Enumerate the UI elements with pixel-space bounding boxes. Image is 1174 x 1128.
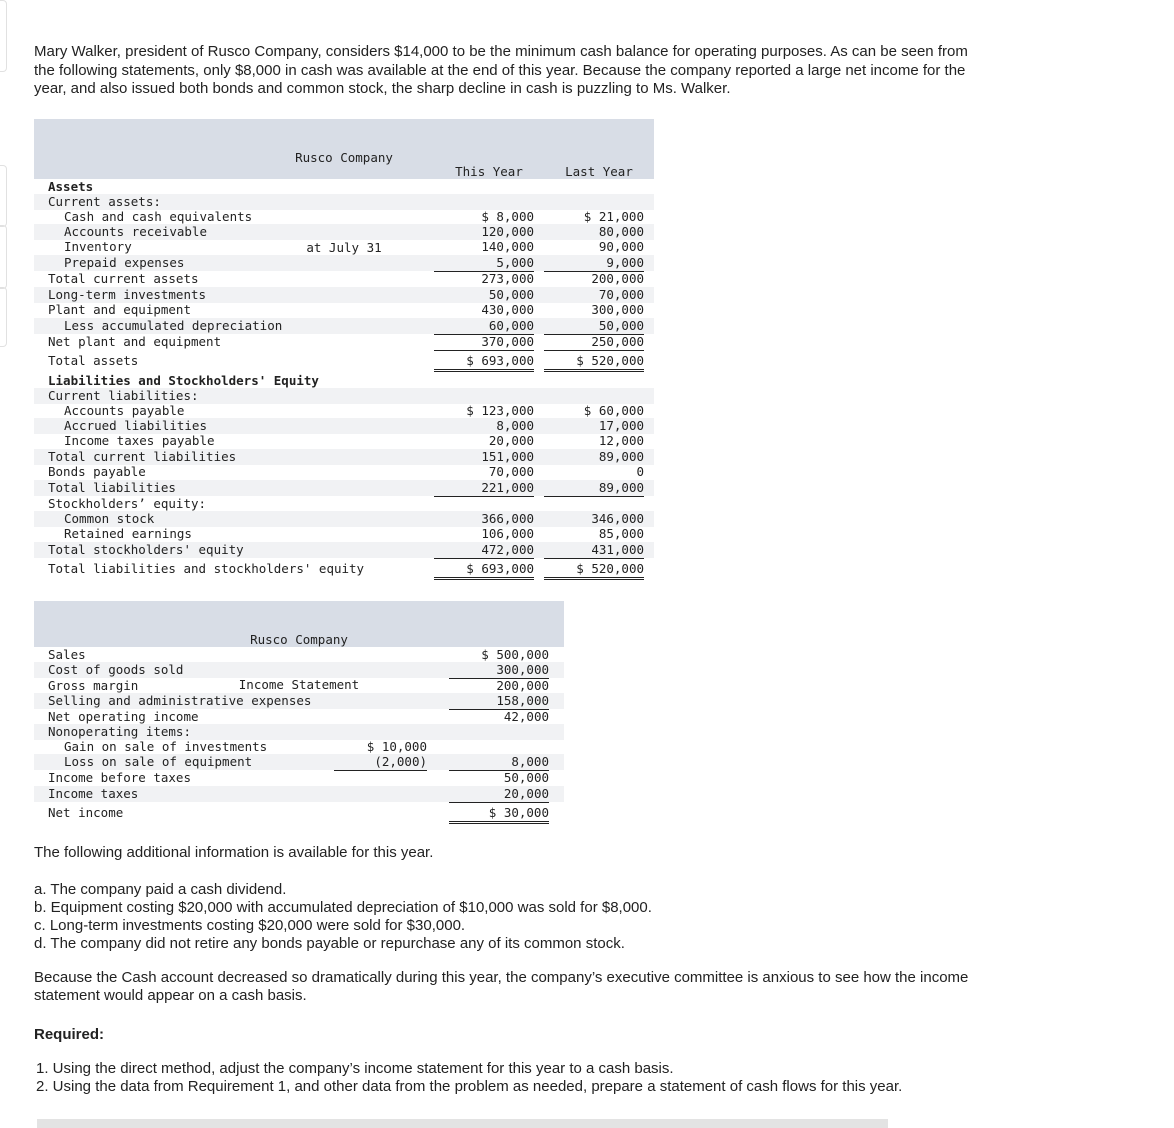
row-label: Nonoperating items: <box>48 724 191 739</box>
amount-value: 42,000 <box>503 709 549 724</box>
row-label: Net plant and equipment <box>48 334 222 349</box>
left-edge-tab <box>0 287 7 347</box>
row-label: Total stockholders' equity <box>48 542 244 557</box>
last-year-value: 80,000 <box>598 224 644 239</box>
table-row <box>34 678 564 694</box>
amount-value: $ 30,000 <box>449 805 549 824</box>
table-row <box>34 271 654 287</box>
table-row <box>34 224 654 240</box>
last-year-value: $ 520,000 <box>544 561 644 580</box>
amount-value: 200,000 <box>496 678 549 693</box>
last-year-value: 431,000 <box>544 542 644 559</box>
last-year-value: 89,000 <box>544 480 644 497</box>
this-year-value: $ 123,000 <box>466 403 534 418</box>
table-row <box>34 373 654 389</box>
this-year-value: 273,000 <box>481 271 534 286</box>
list-item: 1. Using the direct method, adjust the company’s income statement for this year to a cash basis. <box>36 1060 674 1077</box>
row-label: Income before taxes <box>48 770 191 785</box>
amount-value: 50,000 <box>503 770 549 785</box>
col-last-year: Last Year <box>565 164 633 179</box>
closing-paragraph: Because the Cash account decreased so dramatically during this year, the company’s executive committee is anxious to see how the income statement would appear on a cash basis. <box>34 969 969 1004</box>
table-row <box>34 449 654 465</box>
last-year-value: 12,000 <box>544 433 644 450</box>
row-label: Current liabilities: <box>48 388 199 403</box>
amount-value: $ 500,000 <box>481 647 549 662</box>
this-year-value: $ 693,000 <box>434 353 534 372</box>
last-year-value: 70,000 <box>598 287 644 302</box>
balance-sheet <box>34 119 654 589</box>
table-row <box>34 239 654 255</box>
company-name: Rusco Company <box>295 150 393 165</box>
table-row <box>34 287 654 303</box>
amount-value: 20,000 <box>449 786 549 803</box>
statement-name: Income Statement <box>238 677 360 692</box>
last-year-value: 9,000 <box>544 255 644 272</box>
row-label: Gross margin <box>48 678 139 693</box>
this-year-value: 366,000 <box>481 511 534 526</box>
row-label: Income taxes payable <box>64 433 215 448</box>
income-statement <box>34 601 564 831</box>
table-row <box>34 647 564 663</box>
table-row <box>34 179 654 195</box>
row-label: Cash and cash equivalents <box>64 209 253 224</box>
this-year-value: 430,000 <box>481 302 534 317</box>
row-label: Retained earnings <box>64 526 192 541</box>
table-row <box>34 464 654 480</box>
this-year-value: 20,000 <box>434 433 534 450</box>
table-row <box>34 433 654 449</box>
row-label: Stockholders’ equity: <box>48 496 207 511</box>
row-label: Total current assets <box>48 271 199 286</box>
table-row <box>34 480 654 496</box>
col-this-year: This Year <box>455 164 523 179</box>
row-label: Plant and equipment <box>48 302 191 317</box>
this-year-value: 140,000 <box>481 239 534 254</box>
table-row <box>34 334 654 350</box>
row-label: Gain on sale of investments <box>64 739 268 754</box>
table-row <box>34 403 654 419</box>
last-year-value: 0 <box>544 464 644 481</box>
row-label: Sales <box>48 647 86 662</box>
this-year-value: 221,000 <box>434 480 534 497</box>
table-row <box>34 805 564 821</box>
row-label: Cost of goods sold <box>48 662 184 677</box>
row-label: Total liabilities and stockholders' equity <box>48 561 365 576</box>
list-item: a. The company paid a cash dividend. <box>34 881 287 898</box>
table-row <box>34 724 564 740</box>
row-label: Accrued liabilities <box>64 418 207 433</box>
left-edge-tab <box>0 0 7 72</box>
row-label: Net income <box>48 805 124 820</box>
last-year-value: 89,000 <box>598 449 644 464</box>
table-row <box>34 561 654 577</box>
row-label: Total assets <box>48 353 139 368</box>
last-year-value: $ 21,000 <box>583 209 644 224</box>
row-label: Liabilities and Stockholders' Equity <box>48 373 319 388</box>
row-label: Accounts payable <box>64 403 185 418</box>
last-year-value: 250,000 <box>544 334 644 351</box>
sub-amount-value: (2,000) <box>334 754 427 771</box>
required-title: Required: <box>34 1026 105 1043</box>
list-item: b. Equipment costing $20,000 with accumulated depreciation of $10,000 was sold for $8,000. <box>34 899 652 916</box>
row-label: Long-term investments <box>48 287 207 302</box>
amount-value: 8,000 <box>449 754 549 771</box>
last-year-value: 200,000 <box>591 271 644 286</box>
table-row <box>34 209 654 225</box>
table-row <box>34 526 654 542</box>
this-year-value: 120,000 <box>481 224 534 239</box>
last-year-value: $ 520,000 <box>544 353 644 372</box>
additional-info-heading: The following additional information is available for this year. <box>34 844 434 861</box>
table-row <box>34 511 654 527</box>
row-label: Total current liabilities <box>48 449 237 464</box>
table-row <box>34 739 564 755</box>
row-label: Selling and administrative expenses <box>48 693 312 708</box>
table-row <box>34 693 564 709</box>
row-label: Total liabilities <box>48 480 176 495</box>
last-year-value: 50,000 <box>544 318 644 335</box>
row-label: Common stock <box>64 511 155 526</box>
answer-panel-edge <box>37 1119 888 1128</box>
this-year-value: 370,000 <box>434 334 534 351</box>
this-year-value: 8,000 <box>496 418 534 433</box>
left-edge-tab <box>0 225 7 289</box>
table-row <box>34 418 654 434</box>
this-year-value: 151,000 <box>481 449 534 464</box>
table-row <box>34 496 654 512</box>
last-year-value: 17,000 <box>598 418 644 433</box>
table-row <box>34 302 654 318</box>
table-row <box>34 754 564 770</box>
row-label: Assets <box>48 179 94 194</box>
required-list <box>36 1060 1036 1096</box>
this-year-value: 5,000 <box>434 255 534 272</box>
table-row <box>34 542 654 558</box>
amount-value: 158,000 <box>449 693 549 710</box>
table-row <box>34 388 654 404</box>
this-year-value: $ 8,000 <box>481 209 534 224</box>
left-edge-tab <box>0 165 7 227</box>
this-year-value: 60,000 <box>434 318 534 335</box>
table-row <box>34 255 654 271</box>
table-row <box>34 709 564 725</box>
amount-value: 300,000 <box>449 662 549 679</box>
sub-amount-value: $ 10,000 <box>366 739 427 754</box>
table-row <box>34 770 564 786</box>
row-label: Income taxes <box>48 786 139 801</box>
row-label: Net operating income <box>48 709 199 724</box>
this-year-value: $ 693,000 <box>434 561 534 580</box>
list-item: d. The company did not retire any bonds payable or repurchase any of its common stock. <box>34 935 625 952</box>
row-label: Loss on sale of equipment <box>64 754 253 769</box>
table-row <box>34 786 564 802</box>
row-label: Bonds payable <box>48 464 146 479</box>
this-year-value: 50,000 <box>488 287 534 302</box>
table-row <box>34 318 654 334</box>
row-label: Prepaid expenses <box>64 255 185 270</box>
list-item: 2. Using the data from Requirement 1, and other data from the problem as needed, prepare a statement of cash flows for this year. <box>36 1078 903 1095</box>
statement-date: at July 31 <box>306 240 382 255</box>
table-row <box>34 194 654 210</box>
table-row <box>34 353 654 369</box>
this-year-value: 472,000 <box>434 542 534 559</box>
list-item: c. Long-term investments costing $20,000 were sold for $30,000. <box>34 917 466 934</box>
table-row <box>34 662 564 678</box>
this-year-value: 70,000 <box>434 464 534 481</box>
last-year-value: 90,000 <box>598 239 644 254</box>
row-label: Inventory <box>64 239 132 254</box>
last-year-value: 300,000 <box>591 302 644 317</box>
row-label: Accounts receivable <box>64 224 207 239</box>
this-year-value: 106,000 <box>434 526 534 543</box>
company-name: Rusco Company <box>250 632 348 647</box>
row-label: Current assets: <box>48 194 161 209</box>
intro-paragraph: Mary Walker, president of Rusco Company, considers $14,000 to be the minimum cash balance for operating purposes. As can be seen from the following statements, only $8,000 in cash was available at the end of this year. Because the company reported a large net income for the year, and also issued both bonds and common stock, the sharp decline in cash is puzzling to Ms. Walker. <box>34 43 968 97</box>
row-label: Less accumulated depreciation <box>64 318 283 333</box>
last-year-value: 346,000 <box>591 511 644 526</box>
last-year-value: $ 60,000 <box>583 403 644 418</box>
last-year-value: 85,000 <box>544 526 644 543</box>
additional-info-list <box>34 881 934 953</box>
